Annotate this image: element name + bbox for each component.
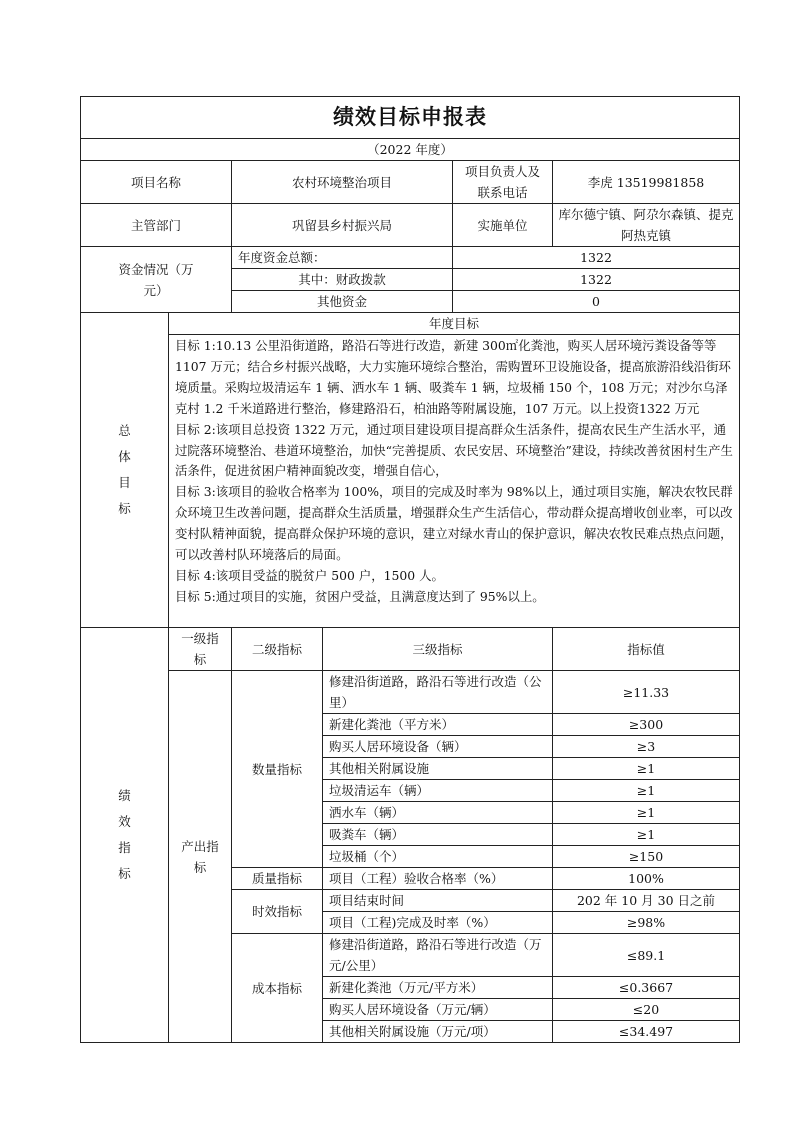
funds-other-label: 其他资金 <box>232 291 453 313</box>
indicator-name: 新建化粪池（万元/平方米） <box>323 977 553 999</box>
annual-goals-text <box>169 335 740 628</box>
performance-indicators-label: 绩效指标 <box>81 628 169 1043</box>
owner-value: 李虎 13519981858 <box>553 161 740 204</box>
indicator-name: 修建沿街道路，路沿石等进行改造（公里） <box>323 671 553 714</box>
owner-label: 项目负责人及联系电话 <box>453 161 553 204</box>
indicator-group-quality: 质量指标 <box>232 868 323 890</box>
goal-1: 目标 1:10.13 公里沿街道路，路沿石等进行改造，新建 300㎡化粪池，购买人居环境污粪设备等等 1107 万元；结合乡村振兴战略，大力实施环境综合整治，需购置环卫设施设备，提高旅游沿线沿街环境质量。采购垃圾清运车 1 辆、洒水车 1 辆、吸粪车 1 辆，垃圾桶 150 个，108 万元；对沙尔乌泽克村 1.2 千米道路进行整治，修建路沿石，柏油路等附属设施，107 万元。以上投资1322 万元 <box>175 338 731 416</box>
level3-header: 三级指标 <box>323 628 553 671</box>
indicator-value: ≤20 <box>553 999 740 1021</box>
implementer-value: 库尔德宁镇、阿尕尔森镇、提克阿热克镇 <box>553 204 740 247</box>
goal-4: 目标 4:该项目受益的脱贫户 500 户，1500 人。 <box>175 567 444 583</box>
indicator-name: 修建沿街道路，路沿石等进行改造（万元/公里） <box>323 934 553 977</box>
indicator-value: ≥1 <box>553 802 740 824</box>
indicator-group-timeliness: 时效指标 <box>232 890 323 934</box>
department-value: 巩留县乡村振兴局 <box>232 204 453 247</box>
indicator-value: ≥300 <box>553 714 740 736</box>
indicator-value: ≥1 <box>553 824 740 846</box>
project-name-label: 项目名称 <box>81 161 232 204</box>
project-name-value: 农村环境整治项目 <box>232 161 453 204</box>
form-title: 绩效目标申报表 <box>81 97 740 139</box>
indicator-name: 垃圾清运车（辆） <box>323 780 553 802</box>
indicator-name: 吸粪车（辆） <box>323 824 553 846</box>
indicator-value: ≥98% <box>553 912 740 934</box>
goal-2: 目标 2:该项目总投资 1322 万元，通过项目建设项目提高群众生活条件，提高农民生产生活水平，通过院落环境整治、巷道环境整治，加快“完善提质、农民安居、环境整治”建设，持续改善贫困村生产生活条件，促进贫困户精神面貌改变，增强自信心， <box>175 421 733 479</box>
indicator-value: ≤89.1 <box>553 934 740 977</box>
funds-fiscal-label: 其中：财政拨款 <box>232 269 453 291</box>
indicator-value: ≥1 <box>553 780 740 802</box>
value-header: 指标值 <box>553 628 740 671</box>
indicator-value: ≤0.3667 <box>553 977 740 999</box>
level2-header: 二级指标 <box>232 628 323 671</box>
department-label: 主管部门 <box>81 204 232 247</box>
form-year: （2022 年度） <box>81 139 740 161</box>
funds-total-label: 年度资金总额： <box>232 247 453 269</box>
funds-fiscal-value: 1322 <box>453 269 740 291</box>
funds-other-value: 0 <box>453 291 740 313</box>
indicator-group-quantity: 数量指标 <box>232 671 323 868</box>
performance-goal-form <box>80 96 740 1043</box>
indicator-group-cost: 成本指标 <box>232 934 323 1043</box>
indicator-name: 其他相关附属设施（万元/项） <box>323 1021 553 1043</box>
output-indicator-label: 产出指标 <box>169 671 232 1043</box>
indicator-name: 其他相关附属设施 <box>323 758 553 780</box>
indicator-name: 购买人居环境设备（辆） <box>323 736 553 758</box>
implementer-label: 实施单位 <box>453 204 553 247</box>
indicator-name: 垃圾桶（个） <box>323 846 553 868</box>
indicator-value: ≥150 <box>553 846 740 868</box>
indicator-name: 项目（工程)完成及时率（%） <box>323 912 553 934</box>
indicator-value: 202 年 10 月 30 日之前 <box>553 890 740 912</box>
overall-goals-label: 总体目标 <box>81 313 169 628</box>
funds-total-value: 1322 <box>453 247 740 269</box>
annual-goals-header: 年度目标 <box>169 313 740 335</box>
funds-label: 资金情况（万元） <box>81 247 232 313</box>
level1-header: 一级指标 <box>169 628 232 671</box>
indicator-value: ≥1 <box>553 758 740 780</box>
goal-5: 目标 5:通过项目的实施，贫困户受益，且满意度达到了 95%以上。 <box>175 588 545 604</box>
indicator-value: ≥11.33 <box>553 671 740 714</box>
indicator-value: ≥3 <box>553 736 740 758</box>
indicator-name: 新建化粪池（平方米） <box>323 714 553 736</box>
indicator-value: ≤34.497 <box>553 1021 740 1043</box>
indicator-value: 100% <box>553 868 740 890</box>
indicator-name: 购买人居环境设备（万元/辆） <box>323 999 553 1021</box>
indicator-name: 项目（工程）验收合格率（%） <box>323 868 553 890</box>
indicator-name: 项目结束时间 <box>323 890 553 912</box>
goal-3: 目标 3:该项目的验收合格率为 100%，项目的完成及时率为 98%以上，通过项目实施，解决农牧民群众环境卫生改善问题，提高群众生活质量，增强群众生产生活信心，带动群众提高增收创业率，可以改变村队精神面貌，提高群众保护环境的意识，建立对绿水青山的保护意识，解决农牧民难点热点问题，可以改善村队环境落后的局面。 <box>175 484 733 563</box>
indicator-name: 洒水车（辆） <box>323 802 553 824</box>
